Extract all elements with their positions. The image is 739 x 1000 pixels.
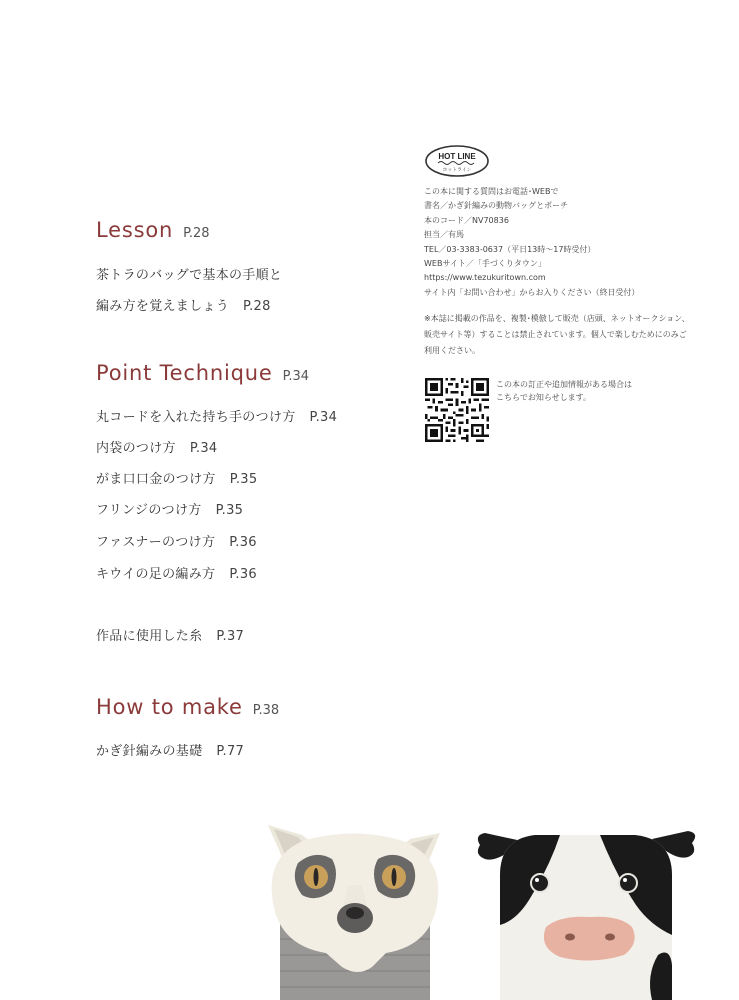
- section-title-lesson: [96, 218, 210, 242]
- toc-item: [96, 499, 243, 518]
- info-line: サイト内「お問い合わせ」からお入りください（終日受付）: [424, 287, 640, 297]
- toc-item: [96, 531, 257, 550]
- toc-item-label: かぎ針編みの基礎: [96, 744, 203, 759]
- hotline-logo-subtext: ホットライン: [442, 168, 472, 173]
- section-title-how-to-make: [96, 695, 279, 719]
- section-page: P.34: [282, 369, 310, 384]
- section-page: P.28: [183, 226, 210, 241]
- cow-bag-illustration: [478, 831, 695, 1000]
- section-page: P.38: [252, 703, 280, 718]
- toc-item-page: P.37: [216, 629, 245, 644]
- lemur-bag-illustration: [268, 825, 440, 1000]
- toc-item-label: 作品に使用した糸: [96, 629, 203, 644]
- toc-item: [96, 468, 257, 487]
- hotline-logo: [424, 143, 490, 179]
- section-title-text: Lesson: [96, 218, 174, 242]
- toc-item-page: P.34: [189, 441, 218, 456]
- qr-code-icon: [425, 378, 489, 442]
- toc-item-page: P.28: [243, 299, 271, 314]
- info-line: WEBサイト／「手づくりタウン」: [424, 259, 546, 269]
- toc-item-label: フリンジのつけ方: [96, 503, 202, 518]
- toc-item: [96, 437, 218, 456]
- toc-item: [96, 740, 244, 759]
- info-line: 担当／有馬: [424, 230, 464, 240]
- hotline-logo-text: HOT LINE: [438, 152, 476, 161]
- toc-item: [96, 264, 282, 283]
- qr-caption-line: こちらでお知らせします。: [496, 393, 592, 402]
- qr-caption: [496, 378, 632, 404]
- toc-item-label: キウイの足の編み方: [96, 567, 216, 582]
- section-title-point-technique: [96, 361, 309, 385]
- info-line: TEL／03-3383-0637（平日13時〜17時受付）: [424, 244, 596, 254]
- toc-item-page: P.35: [215, 503, 244, 518]
- hotline-info: [424, 185, 694, 300]
- toc-item-yarn: [96, 625, 244, 644]
- info-url: https://www.tezukuritown.com: [424, 273, 546, 283]
- section-title-text: Point Technique: [96, 361, 273, 385]
- toc-item-label: 内袋のつけ方: [96, 441, 176, 456]
- info-line: 書名／かぎ針編みの動物バッグとポーチ: [424, 201, 569, 211]
- toc-item-label: 編み方を覚えましょう: [96, 299, 230, 314]
- toc-item-label: 丸コードを入れた持ち手のつけ方: [96, 410, 296, 425]
- qr-caption-line: この本の訂正や追加情報がある場合は: [496, 380, 632, 389]
- toc-item-label: がま口口金のつけ方: [96, 472, 216, 487]
- info-line: 本のコード／NV70836: [424, 215, 509, 225]
- toc-item-label: 茶トラのバッグで基本の手順と: [96, 268, 283, 283]
- toc-item-page: P.34: [309, 410, 338, 425]
- info-line: この本に関する質問はお電話･WEBで: [424, 187, 559, 196]
- copyright-notice: ※本誌に掲載の作品を、複製･模倣して販売（店頭、ネットオークション、販売サイト等）することは禁止されています。個人で楽しむためにのみご利用ください。: [424, 314, 690, 355]
- toc-item-page: P.36: [229, 567, 258, 582]
- toc-item-page: P.77: [216, 744, 245, 759]
- toc-item-label: ファスナーのつけ方: [96, 535, 216, 550]
- toc-item: [96, 563, 257, 582]
- toc-item: [96, 295, 271, 314]
- toc-item: [96, 406, 337, 425]
- section-title-text: How to make: [96, 695, 243, 719]
- crochet-animals-photo: [260, 815, 739, 1000]
- toc-item-page: P.36: [229, 535, 257, 550]
- toc-item-page: P.35: [229, 472, 258, 487]
